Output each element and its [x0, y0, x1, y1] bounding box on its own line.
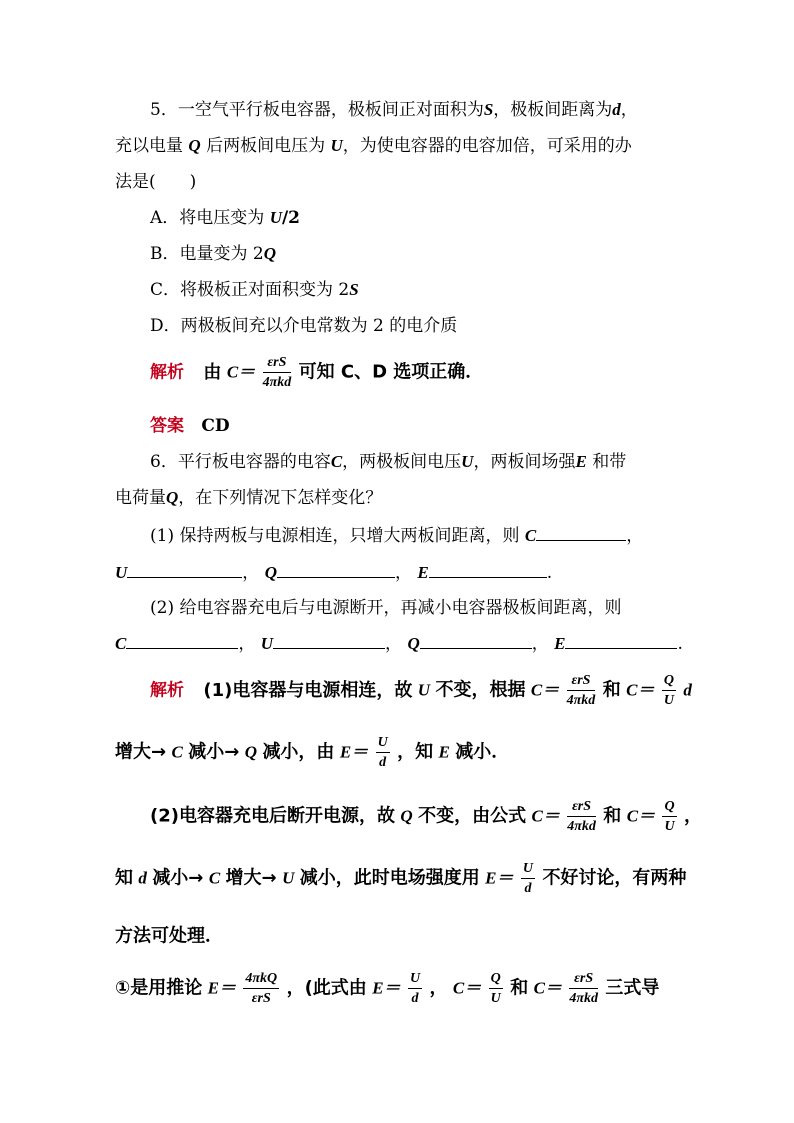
- q6-solution-line4: 知 d 减小→ C 增大→ U 减小，此时电场强度用 E＝ $\frac{U}{d}$ 不好讨论，有两种: [115, 860, 687, 896]
- q6-solution-line1: 解析 (1)电容器与电源相连，故 U 不变，根据 C＝ $\frac{\text{εrS}}{\text{4πkd}}$ 和 C＝ $\frac{Q}{U}$ d: [150, 672, 692, 708]
- q6-solution-line5: 方法可处理．: [115, 925, 223, 947]
- blank-u[interactable]: [127, 561, 242, 578]
- q6-part1: (1) 保持两板与电源相连，只增大两板间距离，则 C ，: [150, 526, 644, 546]
- fraction: $\frac{Q}{U}$: [490, 970, 501, 1006]
- q5-answer: 答案 CD: [150, 416, 230, 436]
- fraction: $\frac{\text{εrS}}{\text{4πkd}}$: [569, 970, 598, 1006]
- q6-line2: 电荷量Q，在下列情况下怎样变化？: [115, 488, 383, 508]
- q6-part2: (2) 给电容器充电后与电源断开，再减小电容器极板间距离，则: [150, 598, 622, 618]
- blank-q[interactable]: [420, 632, 532, 649]
- solution-label: 解析: [150, 680, 184, 701]
- answer-label: 答案: [150, 416, 184, 436]
- solution-label: 解析: [150, 362, 184, 383]
- fraction: $\frac{U}{d}$: [409, 970, 421, 1006]
- blank-e[interactable]: [565, 632, 677, 649]
- fraction: $\frac{\text{εrS}}{\text{4πkd}}$: [567, 798, 596, 834]
- fraction: $\frac{U}{d}$: [377, 734, 388, 770]
- fraction: $\frac{U}{d}$: [522, 860, 534, 896]
- fraction: $\frac{Q}{U}$: [664, 798, 675, 834]
- q6-solution-line6: ①是用推论 E＝ $\frac{\text{4πkQ}}{\text{εrS}}$ ，(此式由 E＝ $\frac{U}{d}$ ， C＝ $\frac{Q}{U}$ 和 C＝ $\frac{\text{εrS}}{\text{4πkd}}$ 三式导: [115, 970, 660, 1006]
- blank-q[interactable]: [277, 561, 395, 578]
- q6-part2-blanks: C ， U ， Q ， E .: [115, 634, 683, 654]
- blank-e[interactable]: [429, 561, 547, 578]
- q5-option-b: B．电量变为 2Q: [150, 244, 276, 264]
- blank-c[interactable]: [536, 524, 626, 541]
- blank-c[interactable]: [126, 632, 238, 649]
- fraction: $\frac{\text{4πkQ}}{\text{εrS}}$: [245, 970, 278, 1006]
- q6-part1-blanks: U ， Q ， E .: [115, 563, 553, 583]
- q6-line1: 6．平行板电容器的电容C，两极板间电压U，两板间场强E 和带: [150, 452, 627, 472]
- q5-line3: 法是( ): [115, 172, 197, 192]
- q5-option-c: C．将极板正对面积变为 2S: [150, 280, 359, 300]
- q5-option-a: A．将电压变为 U/2: [150, 208, 301, 228]
- blank-u[interactable]: [273, 632, 385, 649]
- q6-solution-line3: (2)电容器充电后断开电源，故 Q 不变，由公式 C＝ $\frac{\text{εrS}}{\text{4πkd}}$ 和 C＝ $\frac{Q}{U}$ ，: [150, 798, 702, 834]
- fraction: $\frac{Q}{U}$: [663, 672, 674, 708]
- q5-line1: 5．一空气平行板电容器，极板间正对面积为S，极板间距离为d，: [150, 100, 638, 120]
- fraction: $\frac{\text{εrS}}{\text{4πkd}}$: [566, 672, 596, 708]
- q5-option-d: D．两极板间充以介电常数为 2 的电介质: [150, 316, 458, 336]
- q6-solution-line2: 增大→ C 减小→ Q 减小，由 E＝ $\frac{U}{d}$ ，知 E 减小．: [115, 734, 510, 770]
- q5-line2: 充以电量 Q 后两板间电压为 U，为使电容器的电容加倍，可采用的办: [115, 136, 632, 156]
- q5-solution: 解析 由 C＝ $\frac{\text{εrS}}{\text{4πkd}}$ 可知 C、D 选项正确．: [150, 354, 484, 390]
- fraction: $\frac{\text{εrS}}{\text{4πkd}}$: [262, 354, 292, 390]
